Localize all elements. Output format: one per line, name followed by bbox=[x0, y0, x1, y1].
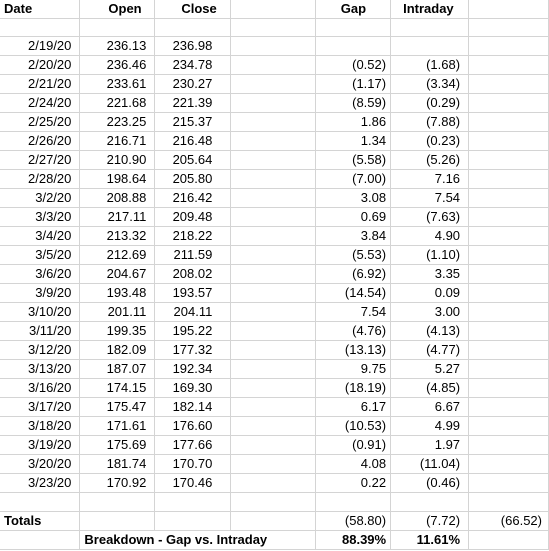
cell-empty[interactable] bbox=[469, 398, 549, 417]
cell-intraday[interactable]: (1.10) bbox=[391, 246, 469, 265]
cell-close[interactable]: 221.39 bbox=[155, 94, 231, 113]
cell-open[interactable]: 187.07 bbox=[80, 360, 155, 379]
cell-intraday[interactable]: (7.88) bbox=[391, 113, 469, 132]
cell-intraday[interactable]: (5.26) bbox=[391, 151, 469, 170]
cell-empty[interactable] bbox=[469, 322, 549, 341]
cell-intraday[interactable]: 4.99 bbox=[391, 417, 469, 436]
cell-empty[interactable] bbox=[469, 530, 549, 549]
cell-empty[interactable] bbox=[469, 474, 549, 493]
cell-open[interactable]: 210.90 bbox=[80, 151, 155, 170]
cell-close[interactable]: 211.59 bbox=[155, 246, 231, 265]
cell-empty[interactable] bbox=[391, 493, 469, 511]
cell-close[interactable]: 205.64 bbox=[155, 151, 231, 170]
cell-date[interactable]: 3/9/20 bbox=[0, 284, 80, 303]
cell-open[interactable]: 175.47 bbox=[80, 398, 155, 417]
cell-intraday[interactable]: 0.09 bbox=[391, 284, 469, 303]
cell-intraday[interactable]: 7.16 bbox=[391, 170, 469, 189]
cell-date[interactable]: 3/23/20 bbox=[0, 474, 80, 493]
totals-gap[interactable]: (58.80) bbox=[316, 511, 391, 530]
cell-empty[interactable] bbox=[469, 265, 549, 284]
header-close[interactable]: Close bbox=[155, 0, 231, 19]
cell-gap[interactable]: 6.17 bbox=[316, 398, 391, 417]
cell-close[interactable]: 204.11 bbox=[155, 303, 231, 322]
cell-empty[interactable] bbox=[231, 208, 316, 227]
cell-open[interactable]: 223.25 bbox=[80, 113, 155, 132]
cell-empty[interactable] bbox=[231, 75, 316, 94]
cell-close[interactable]: 236.98 bbox=[155, 37, 231, 56]
cell-date[interactable]: 3/5/20 bbox=[0, 246, 80, 265]
table-row bbox=[0, 455, 549, 474]
cell-intraday[interactable]: (0.23) bbox=[391, 132, 469, 151]
table-row bbox=[0, 227, 549, 246]
table-row bbox=[0, 303, 549, 322]
cell-intraday[interactable]: (1.68) bbox=[391, 56, 469, 75]
cell-gap[interactable]: (14.54) bbox=[316, 284, 391, 303]
cell-close[interactable]: 216.48 bbox=[155, 132, 231, 151]
cell-empty[interactable] bbox=[231, 94, 316, 113]
cell-empty[interactable] bbox=[231, 227, 316, 246]
cell-date[interactable]: 3/18/20 bbox=[0, 417, 80, 436]
cell-empty[interactable] bbox=[231, 246, 316, 265]
cell-empty[interactable] bbox=[469, 341, 549, 360]
table-row bbox=[0, 284, 549, 303]
cell-empty[interactable] bbox=[231, 19, 316, 37]
cell-open[interactable]: 213.32 bbox=[80, 227, 155, 246]
cell-empty[interactable] bbox=[469, 303, 549, 322]
cell-gap[interactable]: 7.54 bbox=[316, 303, 391, 322]
cell-date[interactable]: 2/25/20 bbox=[0, 113, 80, 132]
cell-open[interactable]: 199.35 bbox=[80, 322, 155, 341]
cell-empty[interactable] bbox=[469, 19, 549, 37]
cell-gap[interactable]: (0.52) bbox=[316, 56, 391, 75]
cell-empty[interactable] bbox=[469, 37, 549, 56]
cell-empty[interactable] bbox=[469, 379, 549, 398]
cell-empty[interactable] bbox=[231, 132, 316, 151]
cell-empty[interactable] bbox=[231, 398, 316, 417]
cell-open[interactable]: 221.68 bbox=[80, 94, 155, 113]
cell-open[interactable]: 198.64 bbox=[80, 170, 155, 189]
cell-open[interactable]: 174.15 bbox=[80, 379, 155, 398]
cell-intraday[interactable] bbox=[391, 37, 469, 56]
table-row bbox=[0, 189, 549, 208]
cell-empty[interactable] bbox=[231, 151, 316, 170]
cell-close[interactable]: 170.70 bbox=[155, 455, 231, 474]
cell-close[interactable]: 193.57 bbox=[155, 284, 231, 303]
cell-empty[interactable] bbox=[155, 511, 231, 530]
cell-empty[interactable] bbox=[231, 0, 316, 19]
cell-intraday[interactable]: 3.35 bbox=[391, 265, 469, 284]
cell-intraday[interactable]: 3.00 bbox=[391, 303, 469, 322]
table-row bbox=[0, 151, 549, 170]
cell-empty[interactable] bbox=[469, 189, 549, 208]
table-row bbox=[0, 246, 549, 265]
cell-date[interactable]: 3/4/20 bbox=[0, 227, 80, 246]
cell-gap[interactable] bbox=[316, 37, 391, 56]
cell-intraday[interactable]: (3.34) bbox=[391, 75, 469, 94]
cell-date[interactable]: 3/11/20 bbox=[0, 322, 80, 341]
cell-empty[interactable] bbox=[469, 151, 549, 170]
cell-date[interactable]: 3/13/20 bbox=[0, 360, 80, 379]
cell-date[interactable]: 2/27/20 bbox=[0, 151, 80, 170]
cell-empty[interactable] bbox=[469, 132, 549, 151]
cell-empty[interactable] bbox=[469, 75, 549, 94]
cell-date[interactable]: 3/17/20 bbox=[0, 398, 80, 417]
cell-date[interactable]: 2/19/20 bbox=[0, 37, 80, 56]
cell-empty[interactable] bbox=[469, 94, 549, 113]
cell-empty[interactable] bbox=[231, 511, 316, 530]
cell-open[interactable]: 204.67 bbox=[80, 265, 155, 284]
cell-open[interactable]: 182.09 bbox=[80, 341, 155, 360]
cell-intraday[interactable]: (4.77) bbox=[391, 341, 469, 360]
totals-label[interactable]: Totals bbox=[0, 511, 80, 530]
table-row bbox=[0, 341, 549, 360]
cell-intraday[interactable]: (11.04) bbox=[391, 455, 469, 474]
cell-open[interactable]: 208.88 bbox=[80, 189, 155, 208]
cell-date[interactable]: 2/21/20 bbox=[0, 75, 80, 94]
cell-empty[interactable] bbox=[80, 511, 155, 530]
header-date[interactable]: Date bbox=[0, 0, 80, 19]
cell-close[interactable]: 208.02 bbox=[155, 265, 231, 284]
header-intraday[interactable]: Intraday bbox=[391, 0, 469, 19]
cell-empty[interactable] bbox=[231, 265, 316, 284]
table-row bbox=[0, 474, 549, 493]
cell-close[interactable]: 195.22 bbox=[155, 322, 231, 341]
table-row bbox=[0, 436, 549, 455]
cell-date[interactable]: 3/20/20 bbox=[0, 455, 80, 474]
cell-empty[interactable] bbox=[469, 56, 549, 75]
cell-open[interactable]: 236.46 bbox=[80, 56, 155, 75]
cell-empty[interactable] bbox=[231, 436, 316, 455]
cell-empty[interactable] bbox=[469, 113, 549, 132]
cell-intraday[interactable]: 6.67 bbox=[391, 398, 469, 417]
cell-gap[interactable]: 0.69 bbox=[316, 208, 391, 227]
cell-open[interactable]: 171.61 bbox=[80, 417, 155, 436]
header-gap[interactable]: Gap bbox=[316, 0, 391, 19]
cell-empty[interactable] bbox=[469, 455, 549, 474]
cell-date[interactable]: 2/24/20 bbox=[0, 94, 80, 113]
cell-close[interactable]: 230.27 bbox=[155, 75, 231, 94]
cell-date[interactable]: 3/19/20 bbox=[0, 436, 80, 455]
table-row bbox=[0, 75, 549, 94]
cell-empty[interactable] bbox=[0, 19, 80, 37]
cell-date[interactable]: 3/12/20 bbox=[0, 341, 80, 360]
cell-empty[interactable] bbox=[231, 455, 316, 474]
cell-empty[interactable] bbox=[80, 493, 155, 511]
cell-empty[interactable] bbox=[155, 493, 231, 511]
cell-intraday[interactable]: (0.29) bbox=[391, 94, 469, 113]
cell-empty[interactable] bbox=[231, 322, 316, 341]
cell-date[interactable]: 3/2/20 bbox=[0, 189, 80, 208]
cell-empty[interactable] bbox=[469, 417, 549, 436]
cell-empty[interactable] bbox=[231, 37, 316, 56]
cell-date[interactable]: 3/3/20 bbox=[0, 208, 80, 227]
cell-date[interactable]: 2/26/20 bbox=[0, 132, 80, 151]
cell-close[interactable]: 177.66 bbox=[155, 436, 231, 455]
breakdown-gap-pct[interactable]: 88.39% bbox=[316, 530, 391, 549]
cell-empty[interactable] bbox=[231, 284, 316, 303]
cell-open[interactable]: 216.71 bbox=[80, 132, 155, 151]
table-row bbox=[0, 398, 549, 417]
cell-empty[interactable] bbox=[231, 113, 316, 132]
header-row bbox=[0, 0, 549, 19]
cell-empty[interactable] bbox=[80, 19, 155, 37]
table-row bbox=[0, 379, 549, 398]
cell-gap[interactable]: (5.53) bbox=[316, 246, 391, 265]
cell-date[interactable]: 3/16/20 bbox=[0, 379, 80, 398]
totals-row bbox=[0, 511, 549, 530]
cell-empty[interactable] bbox=[469, 170, 549, 189]
table-row bbox=[0, 208, 549, 227]
cell-open[interactable]: 170.92 bbox=[80, 474, 155, 493]
table-row bbox=[0, 417, 549, 436]
cell-intraday[interactable]: 1.97 bbox=[391, 436, 469, 455]
cell-gap[interactable]: (13.13) bbox=[316, 341, 391, 360]
header-open[interactable]: Open bbox=[80, 0, 155, 19]
cell-empty[interactable] bbox=[391, 19, 469, 37]
cell-gap[interactable]: (8.59) bbox=[316, 94, 391, 113]
cell-gap[interactable]: (1.17) bbox=[316, 75, 391, 94]
cell-open[interactable]: 217.11 bbox=[80, 208, 155, 227]
table-row bbox=[0, 132, 549, 151]
cell-empty[interactable] bbox=[469, 360, 549, 379]
blank-row bbox=[0, 493, 549, 511]
breakdown-label[interactable]: Breakdown - Gap vs. Intraday bbox=[80, 530, 316, 549]
cell-close[interactable]: 176.60 bbox=[155, 417, 231, 436]
cell-intraday[interactable]: (7.63) bbox=[391, 208, 469, 227]
cell-gap[interactable]: 0.22 bbox=[316, 474, 391, 493]
cell-empty[interactable] bbox=[0, 530, 80, 549]
cell-open[interactable]: 181.74 bbox=[80, 455, 155, 474]
cell-intraday[interactable]: 4.90 bbox=[391, 227, 469, 246]
cell-empty[interactable] bbox=[469, 493, 549, 511]
cell-empty[interactable] bbox=[469, 246, 549, 265]
cell-gap[interactable]: (10.53) bbox=[316, 417, 391, 436]
cell-gap[interactable]: 1.34 bbox=[316, 132, 391, 151]
cell-open[interactable]: 236.13 bbox=[80, 37, 155, 56]
cell-intraday[interactable]: (0.46) bbox=[391, 474, 469, 493]
cell-gap[interactable]: (6.92) bbox=[316, 265, 391, 284]
cell-empty[interactable] bbox=[231, 474, 316, 493]
cell-gap[interactable]: (0.91) bbox=[316, 436, 391, 455]
cell-close[interactable]: 218.22 bbox=[155, 227, 231, 246]
table-row bbox=[0, 37, 549, 56]
cell-empty[interactable] bbox=[469, 436, 549, 455]
cell-gap[interactable]: 3.08 bbox=[316, 189, 391, 208]
table-row bbox=[0, 94, 549, 113]
cell-intraday[interactable]: 7.54 bbox=[391, 189, 469, 208]
cell-date[interactable]: 3/6/20 bbox=[0, 265, 80, 284]
cell-open[interactable]: 193.48 bbox=[80, 284, 155, 303]
table-row bbox=[0, 113, 549, 132]
cell-empty[interactable] bbox=[231, 417, 316, 436]
cell-gap[interactable]: 4.08 bbox=[316, 455, 391, 474]
cell-empty[interactable] bbox=[231, 189, 316, 208]
table-row bbox=[0, 360, 549, 379]
cell-intraday[interactable]: (4.13) bbox=[391, 322, 469, 341]
cell-gap[interactable]: 9.75 bbox=[316, 360, 391, 379]
cell-close[interactable]: 209.48 bbox=[155, 208, 231, 227]
cell-gap[interactable]: (7.00) bbox=[316, 170, 391, 189]
totals-sum[interactable]: (66.52) bbox=[469, 511, 549, 530]
cell-intraday[interactable]: (4.85) bbox=[391, 379, 469, 398]
blank-row bbox=[0, 19, 549, 37]
cell-close[interactable]: 234.78 bbox=[155, 56, 231, 75]
cell-gap[interactable]: (18.19) bbox=[316, 379, 391, 398]
breakdown-intraday-pct[interactable]: 11.61% bbox=[391, 530, 469, 549]
cell-close[interactable]: 170.46 bbox=[155, 474, 231, 493]
cell-close[interactable]: 205.80 bbox=[155, 170, 231, 189]
cell-empty[interactable] bbox=[231, 56, 316, 75]
table-row bbox=[0, 322, 549, 341]
cell-date[interactable]: 2/20/20 bbox=[0, 56, 80, 75]
cell-empty[interactable] bbox=[231, 303, 316, 322]
cell-date[interactable]: 3/10/20 bbox=[0, 303, 80, 322]
cell-empty[interactable] bbox=[469, 284, 549, 303]
cell-close[interactable]: 177.32 bbox=[155, 341, 231, 360]
cell-gap[interactable]: 3.84 bbox=[316, 227, 391, 246]
table-row bbox=[0, 56, 549, 75]
cell-empty[interactable] bbox=[469, 208, 549, 227]
cell-date[interactable]: 2/28/20 bbox=[0, 170, 80, 189]
cell-close[interactable]: 216.42 bbox=[155, 189, 231, 208]
cell-empty[interactable] bbox=[231, 493, 316, 511]
table-row bbox=[0, 170, 549, 189]
cell-empty[interactable] bbox=[0, 493, 80, 511]
cell-gap[interactable]: 1.86 bbox=[316, 113, 391, 132]
cell-empty[interactable] bbox=[231, 379, 316, 398]
totals-intraday[interactable]: (7.72) bbox=[391, 511, 469, 530]
cell-empty[interactable] bbox=[231, 341, 316, 360]
cell-close[interactable]: 215.37 bbox=[155, 113, 231, 132]
cell-open[interactable]: 233.61 bbox=[80, 75, 155, 94]
cell-empty[interactable] bbox=[469, 0, 549, 19]
table-row bbox=[0, 265, 549, 284]
cell-close[interactable]: 182.14 bbox=[155, 398, 231, 417]
cell-empty[interactable] bbox=[469, 227, 549, 246]
cell-open[interactable]: 212.69 bbox=[80, 246, 155, 265]
cell-empty[interactable] bbox=[231, 360, 316, 379]
cell-intraday[interactable]: 5.27 bbox=[391, 360, 469, 379]
cell-gap[interactable]: (5.58) bbox=[316, 151, 391, 170]
cell-close[interactable]: 192.34 bbox=[155, 360, 231, 379]
cell-gap[interactable]: (4.76) bbox=[316, 322, 391, 341]
cell-close[interactable]: 169.30 bbox=[155, 379, 231, 398]
cell-open[interactable]: 201.11 bbox=[80, 303, 155, 322]
cell-open[interactable]: 175.69 bbox=[80, 436, 155, 455]
cell-empty[interactable] bbox=[316, 493, 391, 511]
cell-empty[interactable] bbox=[155, 19, 231, 37]
cell-empty[interactable] bbox=[316, 19, 391, 37]
breakdown-row bbox=[0, 530, 549, 549]
cell-empty[interactable] bbox=[231, 170, 316, 189]
